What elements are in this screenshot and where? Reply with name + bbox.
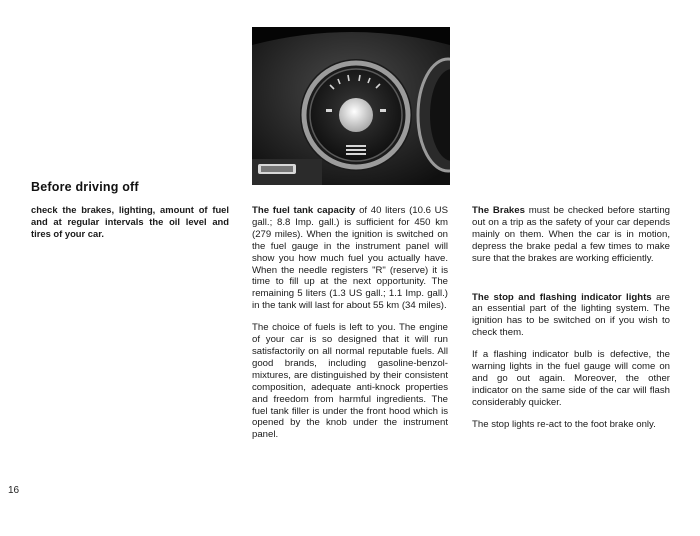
section-heading: Before driving off <box>31 180 139 194</box>
lights-text: are an essential part of the lighting system. The ignition has to be switched on if you wish to check them. <box>472 291 670 339</box>
middle-column <box>252 205 448 451</box>
left-column <box>31 204 229 250</box>
dashboard-gauge-illustration <box>252 27 450 185</box>
brakes-text: must be checked before starting out on a trip as the safety of your car depends mainly on them. When the car is in motion, depress the brake pedal a few times to make sure that the brakes are working efficiently. <box>472 205 670 264</box>
stop-lights-paragraph: The stop lights re-act to the foot brake only. <box>472 418 656 430</box>
brakes-paragraph <box>472 205 670 265</box>
fuel-tank-text: of 40 liters (10.6 US gall.; 8.8 Imp. gall.) is sufficient for 450 km (279 miles). When the ignition is switched on the fuel gauge in the instrument panel will show you how much fuel you actually have. When the needle registers "R" (reserve) it is time to fill up at the next opportunity. The remaining 5 liters (1.3 US gall.; 1.1 Imp. gall.) in the tank will last for about 55 km (34 miles). <box>252 205 449 312</box>
flashing-bulb-paragraph: If a flashing indicator bulb is defective, the warning lights in the fuel gauge will come on and go out again. Moreover, the other indicator on the same side of the car will flash considerably quicker. <box>472 349 670 408</box>
fuel-tank-paragraph <box>252 205 448 312</box>
lights-heading: The stop and flashing indicator lights <box>472 291 652 303</box>
intro-paragraph: check the brakes, lighting, amount of fuel and at regular intervals the oil level and tires of your car. <box>31 204 229 239</box>
brakes-heading: The Brakes <box>472 205 525 216</box>
fuel-choice-paragraph: The choice of fuels is left to you. The engine of your car is so designed that it will run satisfactorily on all normal reputable fuels. All good brands, including gasoline-benzol-mixtures, are distinguished by their consistent composition, adequate anti-knock properties and freedom from harmful ingredients. The fuel tank filler is under the front hood which is opened by the knob under the instrument panel. <box>252 322 448 441</box>
fuel-tank-heading: The fuel tank capacity <box>252 205 356 216</box>
right-column <box>472 205 670 441</box>
page-number: 16 <box>8 485 20 496</box>
instrument-panel-photo <box>252 27 450 185</box>
lights-paragraph <box>472 292 670 340</box>
